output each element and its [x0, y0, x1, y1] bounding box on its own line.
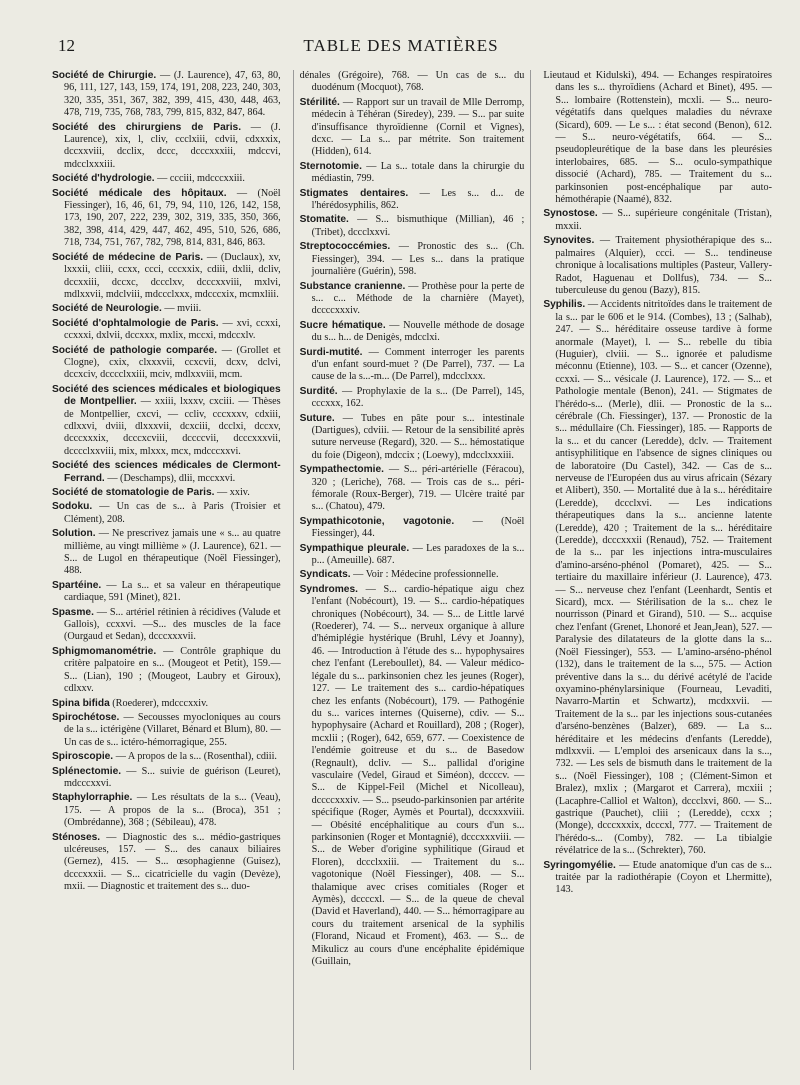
- index-entry: [300, 569, 525, 581]
- index-entry: [52, 751, 281, 763]
- index-entry: [52, 792, 281, 829]
- index-entry: [52, 712, 281, 749]
- entry-text: — Traitement physiothérapique des s... palmaires (Alquier), ccci. — S... tendineuse chronique à localisations multiples (Pasteur, Vallery-Radot, Haguenau et Dollfus), 734. — S... tuberculeuse du genou (Bazy), 815.: [555, 235, 772, 296]
- entry-text: — mviii.: [161, 303, 202, 315]
- index-entry: [52, 173, 281, 185]
- running-title: TABLE DES MATIÈRES: [303, 36, 499, 55]
- index-entry: [300, 70, 525, 95]
- entry-text: — A propos de la s... (Rosenthal), cdiii.: [113, 751, 277, 763]
- entry-heading: Substance cranienne.: [299, 280, 406, 292]
- index-entry: [52, 607, 281, 644]
- entry-heading: Syndromes.: [299, 583, 358, 595]
- entry-heading: Société d'ophtalmologie de Paris.: [52, 317, 219, 329]
- index-entry: [52, 384, 281, 458]
- entry-text: — Nouvelle méthode de dosage du s... h... de Denigès, mdcclxi.: [311, 319, 525, 344]
- entry-heading: Surdi-mutité.: [299, 346, 363, 358]
- index-entry: [52, 318, 281, 343]
- entry-heading: Sternotomie.: [299, 160, 362, 172]
- index-entry: [52, 832, 281, 894]
- entry-heading: Splénectomie.: [52, 765, 122, 777]
- index-entry: [300, 347, 525, 384]
- entry-heading: Syringomyélie.: [543, 859, 616, 871]
- entry-heading: Sympathicotonie, vagotonie.: [299, 515, 455, 527]
- entry-heading: Synovites.: [543, 235, 595, 247]
- entry-text: — Les paradoxes de la s... p... (Ameuille). 687.: [311, 542, 525, 567]
- entry-heading: Société de Neurologie.: [52, 303, 162, 315]
- entry-heading: Spasme.: [52, 606, 94, 618]
- entry-text: — Voir : Médecine professionnelle.: [350, 569, 499, 581]
- entry-heading: Stérilité.: [299, 96, 340, 108]
- entry-text: — Comment interroger les parents d'un enfant sourd-muet ? (De Parrel), 737. — La cause de la s...-m... (De Parrel), mdcclxxx.: [311, 346, 525, 383]
- entry-text: — S... artériel rétinien à récidives (Valude et Gallois), ccxxvi. —S... des muscles de la face (Ourgaud et Sedan), dcccxxxvii.: [64, 606, 281, 643]
- index-entry: [52, 487, 281, 499]
- entry-heading: Surdité.: [299, 385, 338, 397]
- entry-text: — La s... et sa valeur en thérapeutique cardiaque, 591 (Minet), 821.: [64, 579, 281, 604]
- entry-heading: Syndicats.: [299, 569, 351, 581]
- entry-text: — ccciii, mdcccxxiii.: [154, 173, 245, 185]
- index-entry: [52, 501, 281, 526]
- entry-text: — S... cardio-hépatique aigu chez l'enfant (Nobécourt), 19. — S... cardio-hépatiques chroniques (Nobécourt), 34. — S... de Little larvé (Roederer), 74. — S... nerveux organique à allure d'hémiplégie hystérique (Bruhl, Lévy et Joanny), 46. — Introduction à l'étude des s... hypophysaires chez l'enfant (Lereboullet), 84. — Valeur médico-légale du s... parkinsonien chez les jeunes (Roger), 127. — Le traitement des s... cardio-hépatiques chez les enfants (Nobécourt), 179. — Pathogénie du s... varices internes (Quiserne), cdiv. — S... hypophysaire (Achard et Rouillard), 208 ; (Roger), mcxlii ; (Roger), 642, 659, 677. — Coexistence de l'endémie goitreuse et du s... de Basedow (Regnault), dcliv. — S... pallidal d'origine vasculaire (Vedel, Giraud et Siméon), dccccv. — S... de Kippel-Feil (Michel et Nicolleau), dccccxxxiv. — S... pseudo-parkinsonien par artérite spécifique (Roger, Aymès et Pourtal), dccxxxviii. — Obésité encéphalitique au cours d'un s... parkinsonien (Roger et Montagnié), dcccxxxviii. — S... de Weber d'origine syphilitique (Giraud et Floren), dccclxxiii. — Traitement du s... vagotonique (Noël Fiessinger), 408. — S... thalamique avec crises comitiales (Roger et Aymès), dccccxl. — S... de la queue de cheval (David et Haverland), 440. — S... hémorragipare au cours du traitement arsenical de la syphilis (Florand, Nicaud et Froment), 463. — S... de Mikulicz au cours d'une encéphalite épidémique (Guillain,: [311, 583, 525, 968]
- entry-text: — S... suivie de guérison (Leuret), mdcccxxvi.: [64, 765, 281, 789]
- index-entry: [300, 543, 525, 568]
- entry-text: (Roederer), mdcccxxiv.: [109, 697, 209, 709]
- index-entry: [543, 208, 772, 233]
- entry-heading: Sodoku.: [52, 501, 93, 513]
- index-entry: [52, 580, 281, 605]
- entry-text: — Les résultats de la s... (Veau), 175. — A propos de la s... (Broca), 351 ; (Ombrédanne), 368 ; (Sébileau), 478.: [64, 792, 281, 829]
- index-entry: [52, 460, 281, 485]
- index-entry: [300, 320, 525, 345]
- entry-heading: Société des chirurgiens de Paris.: [52, 121, 242, 133]
- entry-heading: Syphilis.: [543, 299, 586, 311]
- index-column-right: [543, 70, 772, 1070]
- entry-heading: Société de Chirurgie.: [52, 70, 157, 81]
- index-entry: [52, 303, 281, 315]
- entry-heading: Société de stomatologie de Paris.: [52, 487, 215, 498]
- entry-heading: Société de pathologie comparée.: [52, 344, 218, 356]
- index-entry: [300, 161, 525, 186]
- entry-heading: Suture.: [299, 412, 335, 424]
- entry-heading: Streptococcémies.: [299, 241, 391, 253]
- index-entry: [543, 299, 772, 857]
- entry-text: — Secousses myocloniques au cours de la s... ictérigène (Villaret, Bénard et Blum), 80. — Un cas de s... ictéro-hémorragique, 255.: [64, 711, 281, 748]
- page-header: [58, 36, 744, 60]
- index-entry: [300, 413, 525, 463]
- entry-heading: Staphylorraphie.: [52, 792, 133, 804]
- index-entry: [300, 516, 525, 541]
- entry-text: — xvi, ccxxi, ccxxxi, dxlvii, dccxxx, mxlix, mccxi, mdccxlv.: [64, 317, 281, 342]
- entry-text: — Ne prescrivez jamais une « s... au quatre millième, au vingt millième » (J. Laurence), 621. — S... de Lugol en thérapeutique (Noël Fiessinger), 488.: [64, 528, 281, 577]
- entry-text: — (J. Laurence), xix, l, cliv, ccclxiii, cdvii, cdxxxix, dccxxviii, dcclix, dccc, dcccxxxiii, mdccvi, mdcclxxxiii.: [64, 121, 281, 170]
- index-entry: [52, 70, 281, 120]
- entry-heading: Sympathectomie.: [299, 464, 384, 476]
- entry-heading: Synostose.: [543, 208, 598, 220]
- index-entry: [300, 97, 525, 159]
- entry-text: — Contrôle graphique du critère palpatoire en s... (Mougeot et Petit), 159.—S... (Lian), 190 ; (Mougeot, Laubry et Giroux), cdlxxv.: [64, 645, 281, 695]
- entry-text: — S... péri-artérielle (Féracou), 320 ; (Leriche), 768. — Trois cas de s... péri-fémorale (Roux-Berger), 719. — Ulcère traité par s... (Chatou), 479.: [311, 464, 525, 513]
- index-entry: [543, 235, 772, 297]
- entry-text: — Les s... d... de l'hérédosyphilis, 862.: [311, 187, 525, 212]
- entry-text: — Tubes en pâte pour s... intestinale (Dartigues), cdviii. — Retour de la sensibilité après suture nerveuse (Regard), 320. — S... hémostatique du foie (Digeon), mdccix ; (Loewy), mdcclxxxiii.: [311, 412, 525, 461]
- entry-text: Lieutaud et Kidulski), 494. — Echanges respiratoires dans les s... thyroïdiens (Achard et Binet), 495. — S... lombaire (Rottenstein), mcxli. — S... neuro-végétatifs dans quelques maladies du névraxe (Sicard), 609. — Le s... : état second (Benon), 612. — S... neuro-végétatifs, 664. — S... pseudopleurétique de la base dans les pleurésies interlobaires, 685. — S... oculo-sympathique dissocié (Achard), 785. — Traitement du s... parkinsonien post-encéphalique par auto-hémothérapie (Naamé), 832.: [543, 70, 772, 206]
- entry-text: — (Noël Fiessinger), 44.: [311, 515, 525, 540]
- entry-text: — Prophylaxie de la s... (De Parrel), 145, cccxxx, 162.: [311, 385, 525, 410]
- index-entry: [52, 528, 281, 578]
- index-column-left: [52, 70, 281, 1070]
- entry-heading: Sphigmomanométrie.: [52, 645, 157, 657]
- entry-heading: Spiroscopie.: [52, 751, 114, 763]
- entry-text: — Rapport sur un travail de Mlle Derromp, médecin à Téhéran (Siredey), 239. — S... par suite d'insuffisance thyroïdienne (Cornil et Vignes), dcxc. — La s... par métrite. Son traitement (Hidden), 614.: [311, 96, 525, 158]
- entry-text: — (Noël Fiessinger), 16, 46, 61, 79, 94, 110, 126, 142, 158, 173, 190, 207, 222, 239, 302, 319, 335, 350, 366, 382, 398, 414, 429, 447, 462, 495, 510, 526, 686, 718, 734, 751, 767, 782, 798, 814, 831, 846, 863.: [64, 187, 281, 249]
- index-columns: [52, 70, 772, 1070]
- entry-text: — (J. Laurence), 47, 63, 80, 96, 111, 127, 143, 159, 174, 191, 208, 223, 240, 303, 320, 335, 351, 367, 382, 399, 415, 430, 448, 463, 478, 719, 735, 768, 783, 799, 815, 832, 847, 864.: [64, 70, 281, 119]
- entry-heading: Spina bifida: [52, 697, 110, 709]
- index-entry: [543, 860, 772, 897]
- entry-text: dénales (Grégoire), 768. — Un cas de s... du duodénum (Mocquot), 768.: [299, 70, 525, 94]
- entry-text: — Diagnostic des s... médio-gastriques ulcéreuses, 157. — S... des canaux biliaires (Gernez), 415. — S... œsophagienne (Guisez), dcccxxxii. — S... cicatricielle du vagin (Devèze), mxii. — Diagnostic et traitement des s... duo-: [64, 831, 281, 893]
- entry-text: — S... bismuthique (Millian), 46 ; (Tribet), dccclxxvi.: [311, 214, 525, 238]
- entry-heading: Stigmates dentaires.: [299, 187, 409, 199]
- index-entry: [300, 281, 525, 318]
- entry-heading: Sténoses.: [52, 831, 101, 843]
- index-entry: [52, 122, 281, 172]
- entry-text: — Un cas de s... à Paris (Troisier et Clément), 208.: [64, 501, 281, 525]
- entry-heading: Spartéine.: [52, 579, 102, 591]
- index-entry: [52, 766, 281, 791]
- entry-text: — Pronostic des s... (Ch. Fiessinger), 394. — Les s... dans la pratique journalière (Guérin), 598.: [311, 241, 525, 278]
- entry-heading: Société de médecine de Paris.: [52, 251, 204, 263]
- entry-text: — xxiii, lxxxv, cxciii. — Thèses de Montpellier, cxcvi, — ccliv, cccxxxv, cdxiii, cdlxxvi, dviii, dlxxxvii, dcxciii, dcclxi, dccxv, dcccxxxix, dcccxcviii, dccccvii, dcccxxxvii, dcccclxxviii, mix, mlxxx, mcx, mdcccxxvi.: [64, 396, 281, 457]
- entry-text: — xxiv.: [214, 487, 250, 498]
- index-entry: [52, 646, 281, 696]
- entry-heading: Sucre hématique.: [299, 319, 386, 331]
- entry-text: — (Grollet et Clogne), cxix, clxxxvii, ccxcvii, dcxv, dclvi, dccxciv, dcccclxxiii, mciv, mdlxxviii, mcm.: [64, 344, 281, 381]
- entry-text: — Etude anatomique d'un cas de s... traitée par la radiothérapie (Coyon et Lhermitte), 143.: [555, 859, 772, 896]
- page-number: 12: [58, 36, 75, 55]
- entry-text: — Prothèse pour la perte de s... c... Méthode de la charnière (Mayet), dccccxxxiv.: [311, 280, 525, 317]
- entry-text: — La s... totale dans la chirurgie du médiastin, 799.: [311, 160, 525, 185]
- entry-text: — Accidents nitritoïdes dans le traitement de la s... par le 606 et le 914. (Combes), 13 ; (Salhab), 247. — S... héréditaire osseuse tardive à forme anormale (Mayet), l. — S... rebelle du tibia (Huguier), clviii. — S... ignorée et paludisme méconnu (Etienne), 103. — S... et cancer (Ozenne), ccxxi. — S... vésicale (J. Laurence), 172. — S... et Pathologie mentale (Benon), 241. — Stigmates de l'hérédo-s... (Merle), dlii. — Pronostic de la s... cérébrale (Ch. Fiessinger), 137. — Pronostic de la s... médullaire (Ch. Fiessinger), 185. — Rapports de la s... et du cancer (Leredde), dclv. — Traitement antisyphilitique en l'absence de signes cliniques ou de laboratoire (Du Castel), 342. — Cas de s... nerveuse de l'Européen dus au virus africain (Sézary et Alibert), 350. — Mortalité due à la s... héréditaire (Leredde), dccclxvi. — Les indications thérapeutiques dans la s... ancienne latente (Leredde), 420 ; Traitement de la s... héréditaire (Leredde), dcccxxxii (Renaud), 752. — Traitement de la s... par les injections intra-musculaires d'amino-arséno-phénol (Pomaret), 425. — S... tertiaire du maxillaire inférieur (J. Laurence), 473. — S... nerveuse chez l'enfant (Leenhardt, Sentis et Sicard), mcx. — Stérilisation de la s... chez le nourrisson (Pinard et Girand), 510. — S... acquise chez l'enfant (Grenet, Lhonoré et Jean,Jean), 527. — Paralysie des dilatateurs de la glotte dans la s... (Noël Fiessinger), 553. — L'amino-arséno-phénol (132), dans le traitement de la s..., 575. — Action préventive dans la s... du dérivé acétylé de l'acide oxyamino-phénylarsinique (Fourneau, Levaditi, Navarro-Martin et Schwartz), mcdxxvii. — Traitement de la s... par les injections sous-cutanées d'arséno-benzènes (Balzer), 689. — La s... héréditaire et les médecins d'enfants (Leredde), mdlxxvii. — L'emploi des arsenicaux dans la s..., 732. — Les sels de bismuth dans le traitement de la s... (Noël Fiessinger), 108 ; (Clément-Simon et Bralez), mxlix ; (Margarot et Carrera), mcxiii ; (Lacaphre-Calliol et Walton), dccclxvi, 860. — S... gastrique (Pauchet), cliii ; (Leredde), ccxx ; (Monge), dcccxxxix, dcccxl, 777. — Traitement de l'hérédo-s... (Comby), 782. — La tibialgie révélatrice de la s... (Schrekter), 760.: [555, 299, 772, 857]
- entry-heading: Sympathique pleurale.: [299, 542, 410, 554]
- index-entry: [52, 698, 281, 710]
- index-entry: [300, 214, 525, 239]
- index-entry: [52, 252, 281, 302]
- index-entry: [300, 241, 525, 278]
- index-entry: [300, 584, 525, 969]
- index-entry: [300, 188, 525, 213]
- index-entry: [300, 386, 525, 411]
- index-entry: [52, 188, 281, 250]
- index-column-middle: [293, 70, 532, 1070]
- entry-heading: Société des sciences médicales et biologiques de Montpellier.: [52, 383, 281, 408]
- entry-text: — S... supérieure congénitale (Tristan), mxxii.: [555, 208, 772, 232]
- index-entry: [300, 464, 525, 514]
- entry-heading: Société médicale des hôpitaux.: [52, 187, 227, 199]
- entry-heading: Spirochétose.: [52, 711, 120, 723]
- entry-heading: Solution.: [52, 528, 96, 540]
- entry-text: — (Deschamps), dlii, mccxxvi.: [104, 472, 236, 484]
- entry-text: — (Duclaux), xv, lxxxii, cliii, ccxx, ccci, cccxxix, cdiii, dxlii, dcliv, dccxxiii, dccxc, dccclxv, dcccxxviii, mxlvi, mdlxxvii, mdclviii, mdccclxxx, mdcccxix, mcmxliii.: [64, 251, 281, 300]
- index-entry: [543, 70, 772, 206]
- entry-heading: Société d'hydrologie.: [52, 173, 155, 185]
- index-entry: [52, 345, 281, 382]
- entry-heading: Société des sciences médicales de Clermont-Ferrand.: [52, 460, 281, 484]
- entry-heading: Stomatite.: [299, 214, 349, 226]
